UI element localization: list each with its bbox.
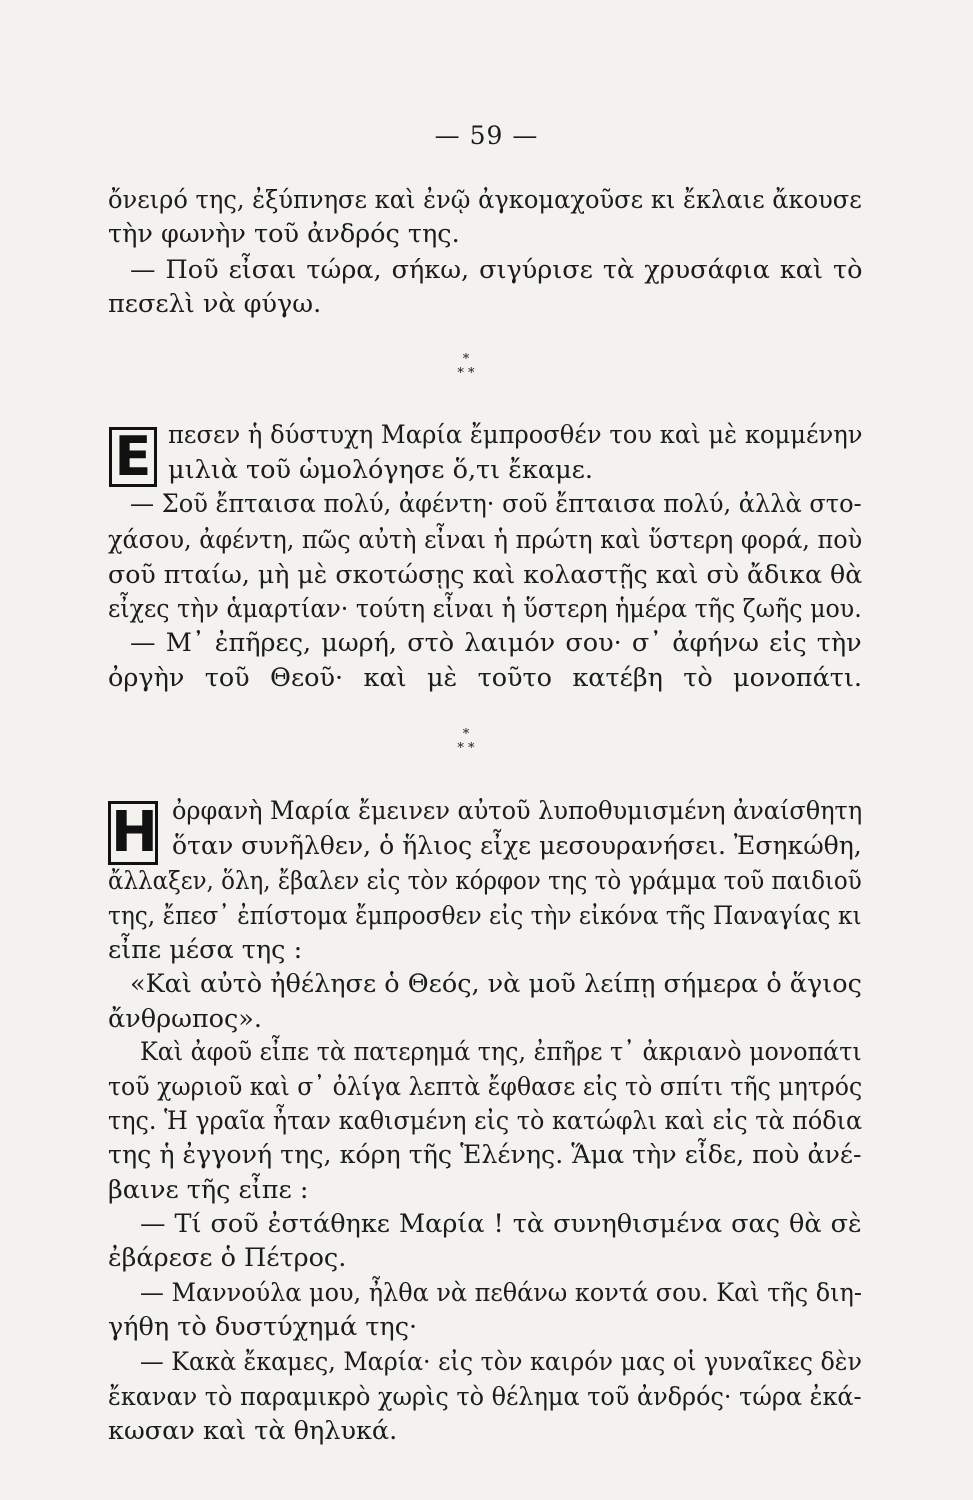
text-line: — Ποῦ εἶσαι τώρα, σήκω, σιγύρισε τὰ χρυσάφια καὶ τὸ xyxy=(130,255,863,285)
text-line: τοῦ χωριοῦ καὶ σ᾿ ὀλίγα λεπτὰ ἔφθασε εἰς τὸ σπίτι τῆς μητρός xyxy=(108,1072,863,1102)
text-line: βαινε τῆς εἶπε : xyxy=(108,1175,309,1205)
asterism-top: * xyxy=(462,352,470,367)
text-line: ὀρφανὴ Μαρία ἔμεινεν αὐτοῦ λυποθυμισμένη ἀναίσθητη xyxy=(172,796,863,826)
section-asterism xyxy=(436,353,496,381)
asterism-bottom: * * xyxy=(457,741,475,756)
drop-cap-h: Η xyxy=(108,801,158,865)
text-line: ὅταν συνῆλθεν, ὁ ἥλιος εἶχε μεσουρανήσει. Ἐσηκώθη, xyxy=(172,831,862,861)
text-line: ἔκαναν τὸ παραμικρὸ χωρὶς τὸ θέλημα τοῦ ἀνδρός· τώρα ἐκά- xyxy=(108,1382,862,1412)
drop-cap-e: Ε xyxy=(109,427,157,487)
text-line: — Μαννούλα μου, ἦλθα νὰ πεθάνω κοντά σου. Καὶ τῆς διη- xyxy=(140,1278,862,1308)
text-line: της. Ἡ γραῖα ἦταν καθισμένη εἰς τὸ κατώφλι καὶ εἰς τὰ πόδια xyxy=(108,1106,863,1136)
text-line: «Καὶ αὐτὸ ἠθέλησε ὁ Θεός, νὰ μοῦ λείπῃ σήμερα ὁ ἅγιος xyxy=(130,969,862,999)
text-line: — Τί σοῦ ἐστάθηκε Μαρία ! τὰ συνηθισμένα σας θὰ σὲ xyxy=(140,1209,862,1239)
text-line: ἄλλαξεν, ὅλη, ἔβαλεν εἰς τὸν κόρφον της τὸ γράμμα τοῦ παιδιοῦ xyxy=(108,866,862,896)
text-line: τὴν φωνὴν τοῦ ἀνδρός της. xyxy=(108,219,460,249)
text-line: εἶχες τὴν ἁμαρτίαν· τούτη εἶναι ἡ ὕστερη ἡμέρα τῆς ζωῆς μου. xyxy=(108,594,862,624)
text-line: ἐβάρεσε ὁ Πέτρος. xyxy=(108,1243,347,1273)
text-line: Καὶ ἀφοῦ εἶπε τὰ πατερημά της, ἐπῆρε τ᾿ ἀκριανὸ μονοπάτι xyxy=(140,1037,862,1067)
text-line: χάσου, ἀφέντη, πῶς αὐτὴ εἶναι ἡ πρώτη καὶ ὕστερη φορά, ποὺ xyxy=(108,525,863,555)
text-line: σοῦ πταίω, μὴ μὲ σκοτώσῃς καὶ κολαστῇς καὶ σὺ ἄδικα θὰ xyxy=(108,560,863,590)
text-line: πεσελὶ νὰ φύγω. xyxy=(108,289,322,319)
text-line: — Κακὰ ἔκαμες, Μαρία· εἰς τὸν καιρόν μας οἱ γυναῖκες δὲν xyxy=(140,1347,862,1377)
asterism-top: * xyxy=(462,727,470,742)
text-line: μιλιὰ τοῦ ὡμολόγησε ὅ,τι ἔκαμε. xyxy=(168,455,593,485)
text-line: γήθη τὸ δυστύχημά της· xyxy=(108,1312,418,1342)
page-number: — 59 — xyxy=(434,121,539,150)
text-line: ἄνθρωπος». xyxy=(108,1004,262,1034)
asterism-bottom: * * xyxy=(457,366,475,381)
text-line: πεσεν ἡ δύστυχη Μαρία ἔμπροσθέν του καὶ μὲ κομμένην xyxy=(168,420,863,450)
section-asterism xyxy=(436,728,496,756)
text-line: κωσαν καὶ τὰ θηλυκά. xyxy=(108,1416,398,1446)
text-line: εἶπε μέσα της : xyxy=(108,935,303,965)
text-line: — Μ᾿ ἐπῆρες, μωρή, στὸ λαιμόν σου· σ᾿ ἀφήνω εἰς τὴν xyxy=(130,628,862,658)
text-line: της ἡ ἐγγονή της, κόρη τῆς Ἑλένης. Ἅμα τὴν εἶδε, ποὺ ἀνέ- xyxy=(108,1140,862,1170)
text-line: ὄνειρό της, ἐξύπνησε καὶ ἐνῷ ἀγκομαχοῦσε κι ἔκλαιε ἄκουσε xyxy=(108,185,862,215)
text-line: ὀργὴν τοῦ Θεοῦ· καὶ μὲ τοῦτο κατέβη τὸ μονοπάτι. xyxy=(108,663,863,693)
text-line: της, ἔπεσ᾿ ἐπίστομα ἔμπροσθεν εἰς τὴν εἰκόνα τῆς Παναγίας κι xyxy=(108,901,862,931)
text-line: — Σοῦ ἔπταισα πολύ, ἀφέντη· σοῦ ἔπταισα πολύ, ἀλλὰ στο- xyxy=(130,489,862,519)
